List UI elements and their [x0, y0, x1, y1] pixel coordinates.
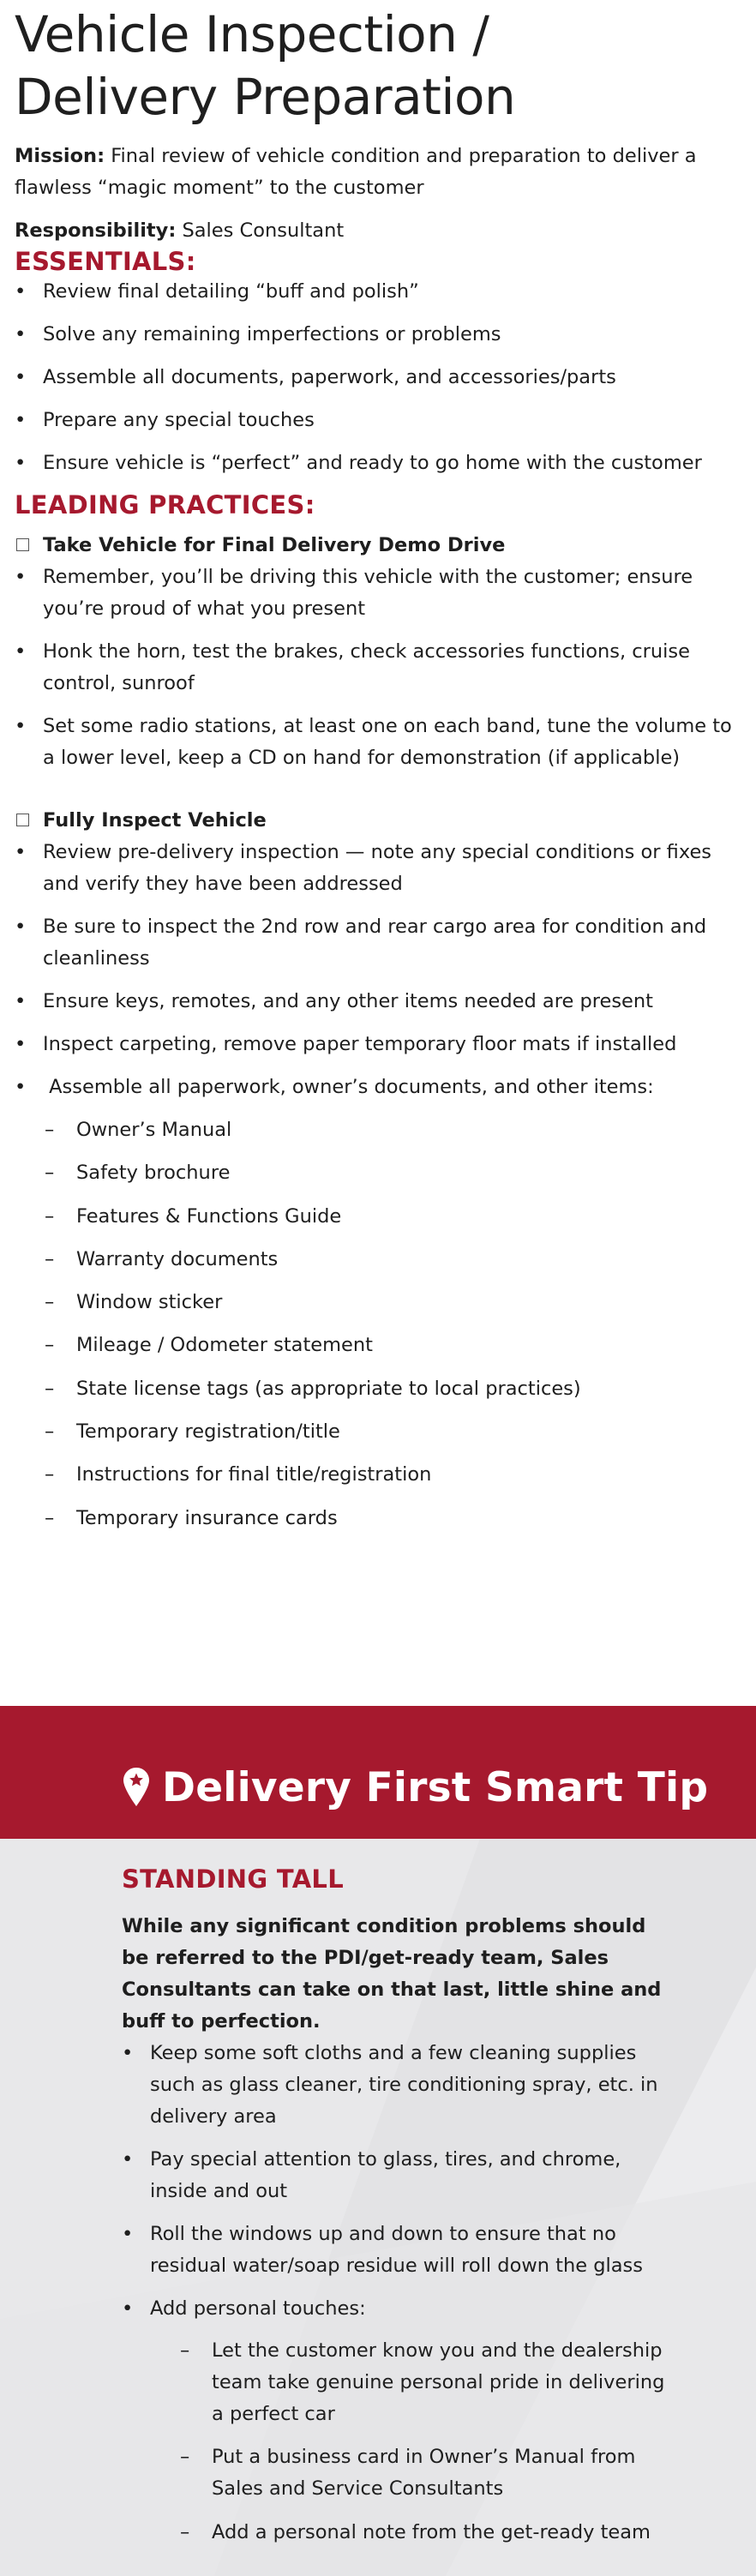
bullet-icon: •: [15, 1076, 27, 1098]
list-item: – Instructions for final title/registration: [45, 1459, 741, 1491]
checklist-label: Fully Inspect Vehicle: [43, 809, 267, 832]
demo-drive-list: [15, 561, 741, 774]
dash-icon: –: [45, 1420, 55, 1444]
list-item: • Pay special attention to glass, tires, and chrome, inside and out: [122, 2144, 670, 2207]
list-item: – State license tags (as appropriate to local practices): [45, 1373, 741, 1405]
smart-tip-content: [122, 1864, 670, 2560]
list-item: • Roll the windows up and down to ensure that no residual water/soap residue will roll down the glass: [122, 2219, 670, 2282]
dash-icon: –: [45, 1162, 55, 1185]
bullet-icon: •: [15, 280, 27, 303]
responsibility-statement: [15, 215, 741, 247]
bullet-icon: •: [15, 916, 27, 938]
dash-icon: –: [45, 1119, 55, 1141]
dash-icon: –: [45, 1463, 55, 1486]
list-item: • Keep some soft cloths and a few cleaning supplies such as glass cleaner, tire conditioning spray, etc. in delivery area: [122, 2038, 670, 2133]
smart-tip-header: [123, 1763, 708, 1811]
list-item: – Window sticker: [45, 1287, 741, 1318]
bullet-icon: •: [122, 2148, 134, 2171]
dash-icon: –: [45, 1204, 55, 1228]
dash-icon: –: [45, 1334, 55, 1357]
inspect-vehicle-list: [15, 837, 741, 1103]
bullet-icon: •: [122, 2297, 134, 2320]
list-item: • Review final detailing “buff and polish”: [15, 276, 741, 308]
checklist-item-inspect-vehicle[interactable]: [15, 805, 741, 837]
list-item: – Features & Functions Guide: [45, 1201, 741, 1233]
title-line-2: Delivery Preparation: [15, 68, 516, 126]
list-item: • Add personal touches: – Let the customer know you and the dealership team take genuine personal pride in delivering a perfect car – Put a business card in Owner’s Manual from Sales and Service Consultants – Add a personal note from the get-ready team: [122, 2293, 670, 2549]
responsibility-text: Sales Consultant: [176, 219, 345, 242]
list-item: – Safety brochure: [45, 1157, 741, 1189]
dash-icon: –: [45, 1377, 55, 1400]
tip-heading: STANDING TALL: [122, 1864, 344, 1894]
list-item: • Solve any remaining imperfections or problems: [15, 319, 741, 351]
bullet-icon: •: [15, 323, 27, 345]
paperwork-list: [15, 1114, 741, 1534]
dash-icon: –: [45, 1506, 55, 1529]
checklist-label: Take Vehicle for Final Delivery Demo Drive: [43, 534, 506, 556]
leading-practices-heading: LEADING PRACTICES:: [15, 490, 315, 519]
essentials-list: [15, 276, 741, 479]
list-item: • Remember, you’ll be driving this vehicle with the customer; ensure you’re proud of what you present: [15, 561, 741, 625]
list-item: – Owner’s Manual: [45, 1114, 741, 1146]
list-item: • Set some radio stations, at least one on each band, tune the volume to a lower level, keep a CD on hand for demonstration (if applicable): [15, 711, 741, 774]
list-item: – Temporary insurance cards: [45, 1503, 741, 1534]
list-item: • Review pre-delivery inspection — note any special conditions or fixes and verify they have been addressed: [15, 837, 741, 900]
list-item: – Put a business card in Owner’s Manual from Sales and Service Consultants: [180, 2441, 670, 2505]
tip-list: [122, 2038, 670, 2549]
bullet-icon: •: [15, 990, 27, 1012]
checkbox-icon[interactable]: [16, 538, 29, 551]
bullet-icon: •: [15, 715, 27, 737]
dash-icon: –: [180, 2339, 190, 2362]
list-item: – Temporary registration/title: [45, 1416, 741, 1448]
bullet-icon: •: [15, 841, 27, 863]
smart-tip-panel: [0, 1839, 756, 2576]
list-item: • Prepare any special touches: [15, 405, 741, 436]
essentials-heading: ESSENTIALS:: [15, 247, 196, 276]
list-item: • Ensure keys, remotes, and any other items needed are present: [15, 986, 741, 1018]
list-item: • Be sure to inspect the 2nd row and rear cargo area for condition and cleanliness: [15, 911, 741, 975]
smart-tip-title: Delivery First Smart Tip: [162, 1763, 709, 1811]
bullet-icon: •: [15, 566, 27, 588]
dash-icon: –: [180, 2446, 190, 2469]
mission-text: Final review of vehicle condition and preparation to deliver a flawless “magic moment” to the customer: [15, 145, 697, 199]
checkbox-icon[interactable]: [16, 814, 29, 826]
list-item: • Assemble all paperwork, owner’s documents, and other items:: [15, 1072, 741, 1103]
personal-touches-list: [150, 2335, 670, 2549]
bullet-icon: •: [15, 452, 27, 474]
responsibility-label: Responsibility:: [15, 219, 177, 242]
dash-icon: –: [45, 1247, 55, 1270]
title-line-1: Vehicle Inspection /: [15, 5, 489, 63]
list-item: – Let the customer know you and the dealership team take genuine personal pride in delivering a perfect car: [180, 2335, 670, 2430]
mission-statement: [15, 141, 741, 204]
map-pin-star-icon: [123, 1767, 150, 1808]
list-item: • Inspect carpeting, remove paper temporary floor mats if installed: [15, 1029, 741, 1060]
list-item: – Mileage / Odometer statement: [45, 1330, 741, 1361]
dash-icon: –: [180, 2520, 190, 2543]
list-item: – Add a personal note from the get-ready team: [180, 2517, 670, 2549]
mission-label: Mission:: [15, 145, 105, 167]
bullet-icon: •: [15, 1033, 27, 1055]
list-item: – Warranty documents: [45, 1244, 741, 1276]
bullet-icon: •: [15, 366, 27, 388]
bullet-icon: •: [122, 2223, 134, 2245]
list-item: • Assemble all documents, paperwork, and accessories/parts: [15, 362, 741, 393]
list-item: • Honk the horn, test the brakes, check accessories functions, cruise control, sunroof: [15, 636, 741, 700]
dash-icon: –: [45, 1291, 55, 1314]
checklist-item-demo-drive[interactable]: [15, 530, 741, 561]
bullet-icon: •: [15, 640, 27, 663]
bullet-icon: •: [122, 2042, 134, 2064]
tip-lead: While any significant condition problems should be referred to the PDI/get-ready team, Sales Consultants can take on that last, little shine and buff to perfection.: [122, 1915, 662, 2033]
bullet-icon: •: [15, 409, 27, 431]
page-title: [15, 0, 741, 129]
list-item: • Ensure vehicle is “perfect” and ready to go home with the customer: [15, 447, 741, 479]
